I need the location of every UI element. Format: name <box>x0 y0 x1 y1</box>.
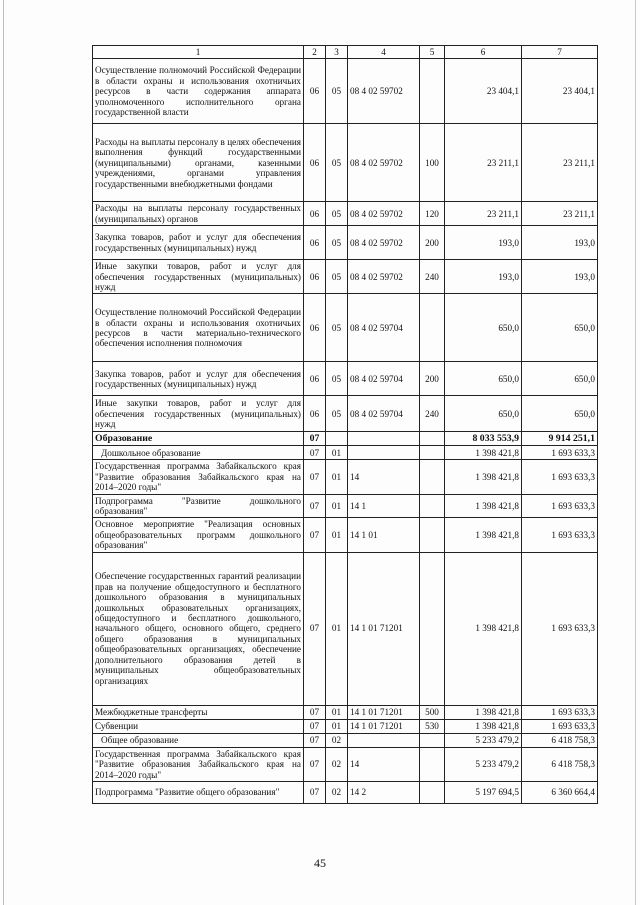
row-section-cell: 07 <box>304 705 326 719</box>
row-subsection-cell: 02 <box>326 747 348 781</box>
row-amount-year2-cell: 193,0 <box>522 226 598 260</box>
row-name-cell: Расходы на выплаты персоналу государственных (муниципальных) органов <box>93 202 304 226</box>
table-row <box>93 705 598 719</box>
row-subsection-cell: 05 <box>326 226 348 260</box>
row-section-cell: 06 <box>304 294 326 362</box>
row-expense-type-cell <box>420 518 445 552</box>
row-section-cell: 06 <box>304 260 326 294</box>
row-target-item-cell <box>348 446 420 460</box>
row-section-cell: 07 <box>304 552 326 705</box>
row-amount-year1-cell: 1 398 421,8 <box>445 719 522 733</box>
header-col-1: 1 <box>93 46 304 59</box>
row-name-cell: Образование <box>93 432 304 446</box>
row-name-cell: Иные закупки товаров, работ и услуг для обеспечения государственных (муниципальных) нужд <box>93 260 304 294</box>
row-target-item-cell: 14 1 01 71201 <box>348 552 420 705</box>
row-expense-type-cell <box>420 781 445 803</box>
row-amount-year1-cell: 5 197 694,5 <box>445 781 522 803</box>
row-amount-year1-cell: 1 398 421,8 <box>445 705 522 719</box>
row-expense-type-cell: 240 <box>420 396 445 432</box>
table-row <box>93 294 598 362</box>
row-section-cell: 07 <box>304 494 326 518</box>
row-name-cell: Закупка товаров, работ и услуг для обеспечения государственных (муниципальных) нужд <box>93 226 304 260</box>
table-row <box>93 432 598 446</box>
row-amount-year2-cell: 23 404,1 <box>522 59 598 124</box>
row-name-cell: Государственная программа Забайкальского края "Развитие образования Забайкальского края на 2014–2020 годы" <box>93 747 304 781</box>
row-section-cell: 06 <box>304 202 326 226</box>
row-target-item-cell: 14 1 01 71201 <box>348 705 420 719</box>
row-amount-year2-cell: 650,0 <box>522 294 598 362</box>
row-target-item-cell: 14 <box>348 747 420 781</box>
page-number: 45 <box>314 856 326 870</box>
row-section-cell: 06 <box>304 59 326 124</box>
row-name-cell: Общее образование <box>93 733 304 747</box>
row-name-cell: Государственная программа Забайкальского края "Развитие образования Забайкальского края на 2014–2020 годы" <box>93 460 304 494</box>
table-row <box>93 494 598 518</box>
header-col-2: 2 <box>304 46 326 59</box>
row-subsection-cell: 05 <box>326 202 348 226</box>
row-amount-year2-cell: 650,0 <box>522 362 598 396</box>
row-subsection-cell: 01 <box>326 518 348 552</box>
row-subsection-cell: 05 <box>326 294 348 362</box>
row-target-item-cell: 08 4 02 59702 <box>348 202 420 226</box>
row-amount-year1-cell: 5 233 479,2 <box>445 747 522 781</box>
header-col-7: 7 <box>522 46 598 59</box>
budget-table <box>92 45 598 804</box>
row-name-cell: Дошкольное образование <box>93 446 304 460</box>
row-target-item-cell: 14 1 01 <box>348 518 420 552</box>
row-expense-type-cell <box>420 494 445 518</box>
row-amount-year1-cell: 650,0 <box>445 362 522 396</box>
row-amount-year2-cell: 23 211,1 <box>522 202 598 226</box>
row-amount-year1-cell: 193,0 <box>445 260 522 294</box>
row-expense-type-cell: 100 <box>420 124 445 202</box>
row-amount-year2-cell: 650,0 <box>522 396 598 432</box>
row-target-item-cell <box>348 432 420 446</box>
row-subsection-cell: 02 <box>326 733 348 747</box>
row-expense-type-cell: 240 <box>420 260 445 294</box>
row-expense-type-cell: 530 <box>420 719 445 733</box>
row-name-cell: Иные закупки товаров, работ и услуг для обеспечения государственных (муниципальных) нужд <box>93 396 304 432</box>
row-amount-year1-cell: 8 033 553,9 <box>445 432 522 446</box>
row-expense-type-cell: 200 <box>420 362 445 396</box>
row-amount-year1-cell: 23 211,1 <box>445 124 522 202</box>
row-expense-type-cell <box>420 460 445 494</box>
table-row <box>93 518 598 552</box>
row-amount-year1-cell: 193,0 <box>445 226 522 260</box>
row-section-cell: 06 <box>304 396 326 432</box>
row-target-item-cell: 08 4 02 59702 <box>348 59 420 124</box>
row-target-item-cell: 14 <box>348 460 420 494</box>
row-name-cell: Осуществление полномочий Российской Федерации в области охраны и использования охотничьих ресурсов в части содержания аппарата уполномоченного исполнительного органа государственной власти <box>93 59 304 124</box>
row-section-cell: 07 <box>304 733 326 747</box>
row-target-item-cell: 08 4 02 59704 <box>348 396 420 432</box>
row-subsection-cell: 05 <box>326 396 348 432</box>
row-expense-type-cell <box>420 733 445 747</box>
row-target-item-cell: 08 4 02 59702 <box>348 124 420 202</box>
row-subsection-cell: 01 <box>326 446 348 460</box>
row-section-cell: 06 <box>304 226 326 260</box>
row-amount-year1-cell: 1 398 421,8 <box>445 494 522 518</box>
row-target-item-cell: 08 4 02 59702 <box>348 226 420 260</box>
row-amount-year1-cell: 1 398 421,8 <box>445 518 522 552</box>
row-name-cell: Расходы на выплаты персоналу в целях обеспечения выполнения функций государственными (муниципальными) органами, казенными учреждениями, органами управления государственными внебюджетными фондами <box>93 124 304 202</box>
row-amount-year2-cell: 1 693 633,3 <box>522 446 598 460</box>
scan-edge-left <box>3 0 4 905</box>
row-target-item-cell: 08 4 02 59704 <box>348 362 420 396</box>
table-row <box>93 362 598 396</box>
row-subsection-cell <box>326 432 348 446</box>
row-expense-type-cell <box>420 552 445 705</box>
row-name-cell: Подпрограмма "Развитие дошкольного образования" <box>93 494 304 518</box>
row-amount-year1-cell: 650,0 <box>445 396 522 432</box>
table-header-row <box>93 46 598 59</box>
row-section-cell: 07 <box>304 719 326 733</box>
row-amount-year2-cell: 1 693 633,3 <box>522 552 598 705</box>
row-amount-year1-cell: 23 404,1 <box>445 59 522 124</box>
row-name-cell: Субвенции <box>93 719 304 733</box>
row-expense-type-cell: 500 <box>420 705 445 719</box>
row-amount-year2-cell: 23 211,1 <box>522 124 598 202</box>
row-amount-year2-cell: 1 693 633,3 <box>522 518 598 552</box>
row-target-item-cell: 08 4 02 59704 <box>348 294 420 362</box>
table-row <box>93 260 598 294</box>
row-amount-year2-cell: 1 693 633,3 <box>522 719 598 733</box>
row-section-cell: 06 <box>304 124 326 202</box>
header-col-5: 5 <box>420 46 445 59</box>
row-amount-year1-cell: 1 398 421,8 <box>445 460 522 494</box>
table-row <box>93 202 598 226</box>
table-row <box>93 124 598 202</box>
row-subsection-cell: 01 <box>326 552 348 705</box>
row-section-cell: 07 <box>304 781 326 803</box>
row-name-cell: Межбюджетные трансферты <box>93 705 304 719</box>
row-target-item-cell <box>348 733 420 747</box>
table-row <box>93 747 598 781</box>
row-name-cell: Обеспечение государственных гарантий реализации прав на получение общедоступного и бесплатного дошкольного образования в муниципальных дошкольных образовательных организациях, общедоступного и бесплатного дошкольного, начального общего, основного общего, среднего общего образования в муниципальных общеобразовательных организациях, обеспечение дополнительного образования детей в муниципальных общеобразовательных организациях <box>93 552 304 705</box>
row-section-cell: 07 <box>304 446 326 460</box>
row-section-cell: 06 <box>304 362 326 396</box>
row-target-item-cell: 08 4 02 59702 <box>348 260 420 294</box>
row-amount-year1-cell: 650,0 <box>445 294 522 362</box>
row-expense-type-cell <box>420 432 445 446</box>
row-section-cell: 07 <box>304 747 326 781</box>
row-subsection-cell: 05 <box>326 362 348 396</box>
row-amount-year2-cell: 193,0 <box>522 260 598 294</box>
table-row <box>93 719 598 733</box>
row-target-item-cell: 14 1 <box>348 494 420 518</box>
row-amount-year2-cell: 1 693 633,3 <box>522 494 598 518</box>
table-row <box>93 460 598 494</box>
table-row <box>93 733 598 747</box>
row-expense-type-cell: 120 <box>420 202 445 226</box>
row-subsection-cell: 01 <box>326 460 348 494</box>
row-section-cell: 07 <box>304 460 326 494</box>
row-name-cell: Основное мероприятие "Реализация основных общеобразовательных программ дошкольного образования" <box>93 518 304 552</box>
table-row <box>93 552 598 705</box>
row-subsection-cell: 01 <box>326 719 348 733</box>
row-subsection-cell: 05 <box>326 124 348 202</box>
header-col-6: 6 <box>445 46 522 59</box>
row-section-cell: 07 <box>304 518 326 552</box>
row-amount-year1-cell: 1 398 421,8 <box>445 446 522 460</box>
row-amount-year2-cell: 1 693 633,3 <box>522 705 598 719</box>
row-expense-type-cell <box>420 294 445 362</box>
row-name-cell: Подпрограмма "Развитие общего образования" <box>93 781 304 803</box>
row-subsection-cell: 01 <box>326 705 348 719</box>
header-col-3: 3 <box>326 46 348 59</box>
row-subsection-cell: 05 <box>326 59 348 124</box>
header-col-4: 4 <box>348 46 420 59</box>
row-name-cell: Осуществление полномочий Российской Федерации в области охраны и использования охотничьих ресурсов в части материально-технического обеспечения исполнения полномочия <box>93 294 304 362</box>
table-row <box>93 446 598 460</box>
row-amount-year1-cell: 5 233 479,2 <box>445 733 522 747</box>
row-expense-type-cell <box>420 747 445 781</box>
row-name-cell: Закупка товаров, работ и услуг для обеспечения государственных (муниципальных) нужд <box>93 362 304 396</box>
row-amount-year2-cell: 6 418 758,3 <box>522 747 598 781</box>
row-amount-year2-cell: 6 418 758,3 <box>522 733 598 747</box>
row-expense-type-cell <box>420 59 445 124</box>
row-subsection-cell: 02 <box>326 781 348 803</box>
table-row <box>93 59 598 124</box>
row-target-item-cell: 14 2 <box>348 781 420 803</box>
table-row <box>93 396 598 432</box>
row-target-item-cell: 14 1 01 71201 <box>348 719 420 733</box>
table-row <box>93 226 598 260</box>
scan-edge-right <box>635 0 636 905</box>
row-section-cell: 07 <box>304 432 326 446</box>
row-amount-year2-cell: 6 360 664,4 <box>522 781 598 803</box>
row-subsection-cell: 05 <box>326 260 348 294</box>
row-amount-year1-cell: 23 211,1 <box>445 202 522 226</box>
row-amount-year2-cell: 9 914 251,1 <box>522 432 598 446</box>
row-amount-year2-cell: 1 693 633,3 <box>522 460 598 494</box>
row-subsection-cell: 01 <box>326 494 348 518</box>
row-amount-year1-cell: 1 398 421,8 <box>445 552 522 705</box>
row-expense-type-cell <box>420 446 445 460</box>
table-row <box>93 781 598 803</box>
row-expense-type-cell: 200 <box>420 226 445 260</box>
